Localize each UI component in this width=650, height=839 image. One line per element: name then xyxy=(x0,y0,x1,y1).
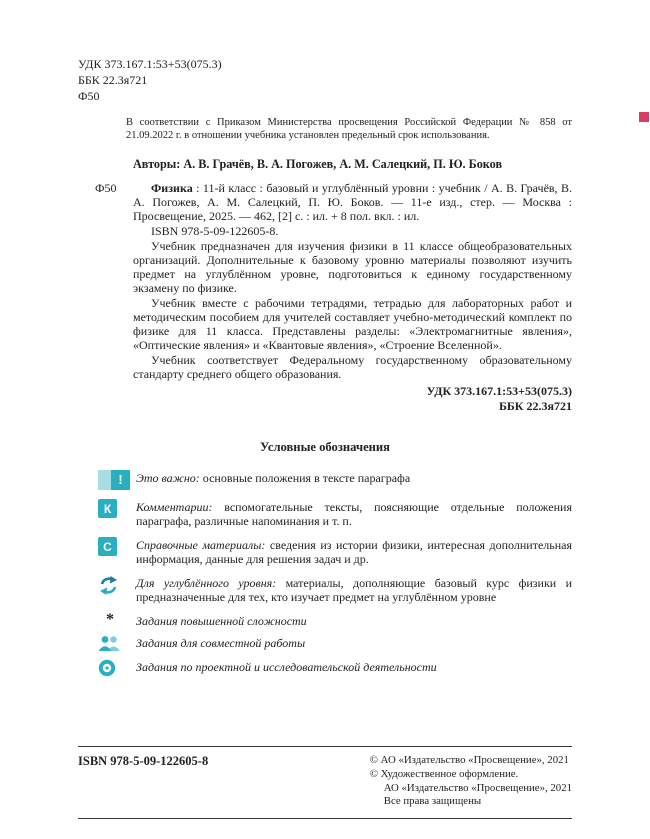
legend-term: Для углублённого уровня: xyxy=(136,576,277,590)
legend-item xyxy=(78,613,572,628)
copyright-block xyxy=(370,754,572,809)
edge-marker xyxy=(639,112,649,122)
usage-term-notice: В соответствии с Приказом Министерства просвещения Российской Федерации № 858 от 21.09.2022 г. в отношении учебника установлен предельный срок использования. xyxy=(126,117,572,141)
legend-desc: Задания для совместной работы xyxy=(136,636,306,650)
legend-desc: Задания по проектной и исследовательской деятельности xyxy=(136,660,437,674)
authors-label: Авторы: xyxy=(133,157,181,171)
project-activity-icon xyxy=(98,659,116,677)
udk-code-right: УДК 373.167.1:53+53(075.3) xyxy=(426,384,572,398)
legend xyxy=(78,470,572,677)
bibliographic-description: : 11-й класс : базовый и углублённый уровни : учебник / А. В. Грачёв, В. А. Погожев, А. М. Салецкий, П. Ю. Боков. — 11-е изд., стер. — Москва : Просвещение, 2025. — 462, [2] с. : ил. + 8 пол. вкл. : ил. xyxy=(133,181,572,223)
group-work-icon xyxy=(98,635,122,652)
footer xyxy=(78,746,572,819)
bbk-code-right: ББК 22.3я721 xyxy=(498,399,572,413)
copyright-line: © АО «Издательство «Просвещение», 2021 xyxy=(369,754,569,766)
legend-term: Справочные материалы: xyxy=(136,538,266,552)
bbk-code: ББК 22.3я721 xyxy=(78,73,148,87)
legend-item xyxy=(78,635,572,652)
annotation xyxy=(78,239,572,381)
annotation-paragraph-3: Учебник соответствует Федеральному государственному образовательному стандарту среднего общего образования. xyxy=(133,353,572,381)
bibliographic-entry xyxy=(133,181,572,223)
annotation-paragraph-2: Учебник вместе с рабочими тетрадями, тетрадью для лабораторных работ и методическим пособием для учителей составляет учебно-методический комплект по физике для 11 класса. Представлены разделы: «Электромагнитные явления», «Оптические явления» и «Квантовые явления», «Строение Вселенной». xyxy=(133,296,572,352)
advanced-level-icon xyxy=(98,575,119,596)
footer-isbn: ISBN 978-5-09-122605-8 xyxy=(78,754,209,768)
legend-desc: Задания повышенной сложности xyxy=(136,614,307,628)
legend-item xyxy=(78,470,572,490)
bibliographic-block xyxy=(95,181,572,223)
catalog-code: Ф50 xyxy=(78,89,100,103)
catalog-code-margin: Ф50 xyxy=(95,181,117,195)
legend-desc: основные положения в тексте параграфа xyxy=(199,471,411,485)
legend-item xyxy=(78,659,572,677)
important-icon: ! xyxy=(98,470,130,490)
copyright-line: АО «Издательство «Просвещение», 2021 xyxy=(383,781,572,794)
annotation-paragraph-1: Учебник предназначен для изучения физики в 11 классе общеобразовательных организаций. Дополнительные к базовому уровню материалы позволяют изучить предмет на углублённом уровне, подготовиться к единому государственному экзамену по физике. xyxy=(133,239,572,295)
legend-term: Комментарии: xyxy=(136,500,213,514)
legend-item xyxy=(78,499,572,528)
classification-codes-right xyxy=(78,384,572,414)
classification-codes xyxy=(78,56,572,104)
legend-title: Условные обозначения xyxy=(259,440,390,454)
authors-names: А. В. Грачёв, В. А. Погожев, А. М. Салецкий, П. Ю. Боков xyxy=(180,157,503,171)
legend-item xyxy=(78,575,572,604)
authors-line xyxy=(133,157,572,171)
page-content xyxy=(78,56,572,684)
comments-icon: К xyxy=(98,499,117,518)
udk-code: УДК 373.167.1:53+53(075.3) xyxy=(78,57,222,71)
copyright-line: © Художественное оформление. xyxy=(369,767,519,780)
reference-materials-icon: С xyxy=(98,537,117,556)
book-title: Физика xyxy=(151,181,193,195)
legend-item xyxy=(78,537,572,566)
legend-desc: сведения из истории физики, интересная дополнительная информация, данные для решения задач и др. xyxy=(136,538,572,566)
isbn-note: ISBN 978-5-09-122605-8. xyxy=(151,224,279,238)
legend-term: Это важно: xyxy=(136,471,200,485)
legend-desc: материалы, дополняющие базовый курс физики и предназначенные для тех, кто изучает предмет на углублённом уровне xyxy=(136,576,572,604)
legend-desc: вспомогательные тексты, поясняющие отдельные положения параграфа, различные напоминания и т. п. xyxy=(136,500,572,528)
copyright-line: Все права защищены xyxy=(383,795,482,808)
asterisk-marker: * xyxy=(106,611,114,628)
